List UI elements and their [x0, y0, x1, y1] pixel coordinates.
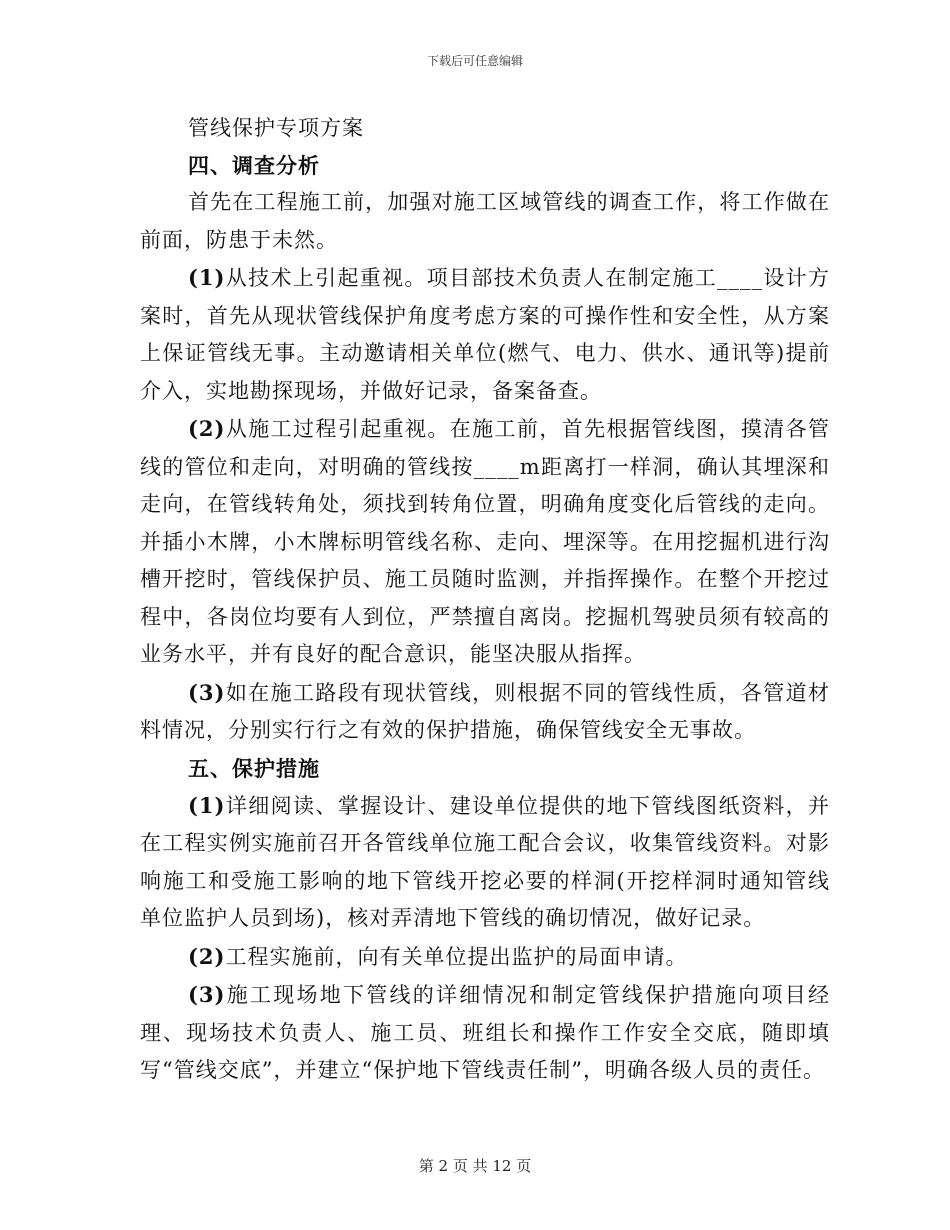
item-text: 从施工过程引起重视。在施工前，首先根据管线图，摸清各管线的管位和走向，对明确的管线按____m距离打一样洞，确认其埋深和走向，在管线转角处，须找到转角位置，明确角度变化后管线的走向。并插小木牌，小木牌标明管线名称、走向、埋深等。在用挖掘机进行沟槽开挖时，管线保护员、施工员随时监测，并指挥操作。在整个开挖过程中，各岗位均要有人到位，严禁擅自离岗。挖掘机驾驶员须有较高的业务水平，并有良好的配合意识，能坚决服从指挥。 [140, 417, 830, 666]
item-text: 如在施工路段有现状管线，则根据不同的管线性质，各管道材料情况，分别实行行之有效的保护措施，确保管线安全无事故。 [140, 680, 830, 742]
section-4-item-1 [140, 259, 830, 410]
item-text: 工程实施前，向有关单位提出监护的局面申请。 [225, 944, 688, 969]
section-heading-5: 五、保护措施 [188, 755, 320, 781]
page-footer: 第 2 页 共 12 页 [418, 1157, 532, 1175]
document-title: 管线保护专项方案 [188, 116, 364, 140]
section-4-item-3 [140, 674, 830, 750]
page-header: 下载后可任意编辑 [426, 54, 523, 68]
item-number: (3) [188, 982, 226, 1007]
section-5-item-2 [140, 938, 830, 977]
item-text: 施工现场地下管线的详细情况和制定管线保护措施向项目经理、现场技术负责人、施工员、班组长和操作工作安全交底，随即填写“管线交底”，并建立“保护地下管线责任制”，明确各级人员的责任。 [140, 983, 830, 1082]
item-text: 详细阅读、掌握设计、建设单位提供的地下管线图纸资料，并在工程实例实施前召开各管线单位施工配合会议，收集管线资料。对影响施工和受施工影响的地下管线开挖必要的样洞(开挖样洞时通知管线单位监护人员到场)，核对弄清地下管线的确切情况，做好记录。 [140, 793, 830, 930]
item-number: (3) [188, 679, 226, 705]
section-4-intro: 首先在工程施工前，加强对施工区域管线的调查工作，将工作做在前面，防患于未然。 [140, 190, 830, 252]
section-5-item-1 [140, 787, 830, 938]
document-body [140, 110, 830, 1090]
item-number: (2) [188, 416, 226, 441]
item-number: (1) [188, 792, 226, 818]
section-heading-4: 四、调查分析 [188, 153, 320, 178]
section-4-item-2 [140, 410, 830, 674]
item-number: (1) [188, 265, 226, 290]
section-5-item-3 [140, 976, 830, 1090]
item-text: 从技术上引起重视。项目部技术负责人在制定施工____设计方案时，首先从现状管线保护角度考虑方案的可操作性和安全性，从方案上保证管线无事。主动邀请相关单位(燃气、电力、供水、通讯等)提前介入，实地勘探现场，并做好记录，备案备查。 [140, 266, 830, 403]
item-number: (2) [188, 943, 226, 969]
